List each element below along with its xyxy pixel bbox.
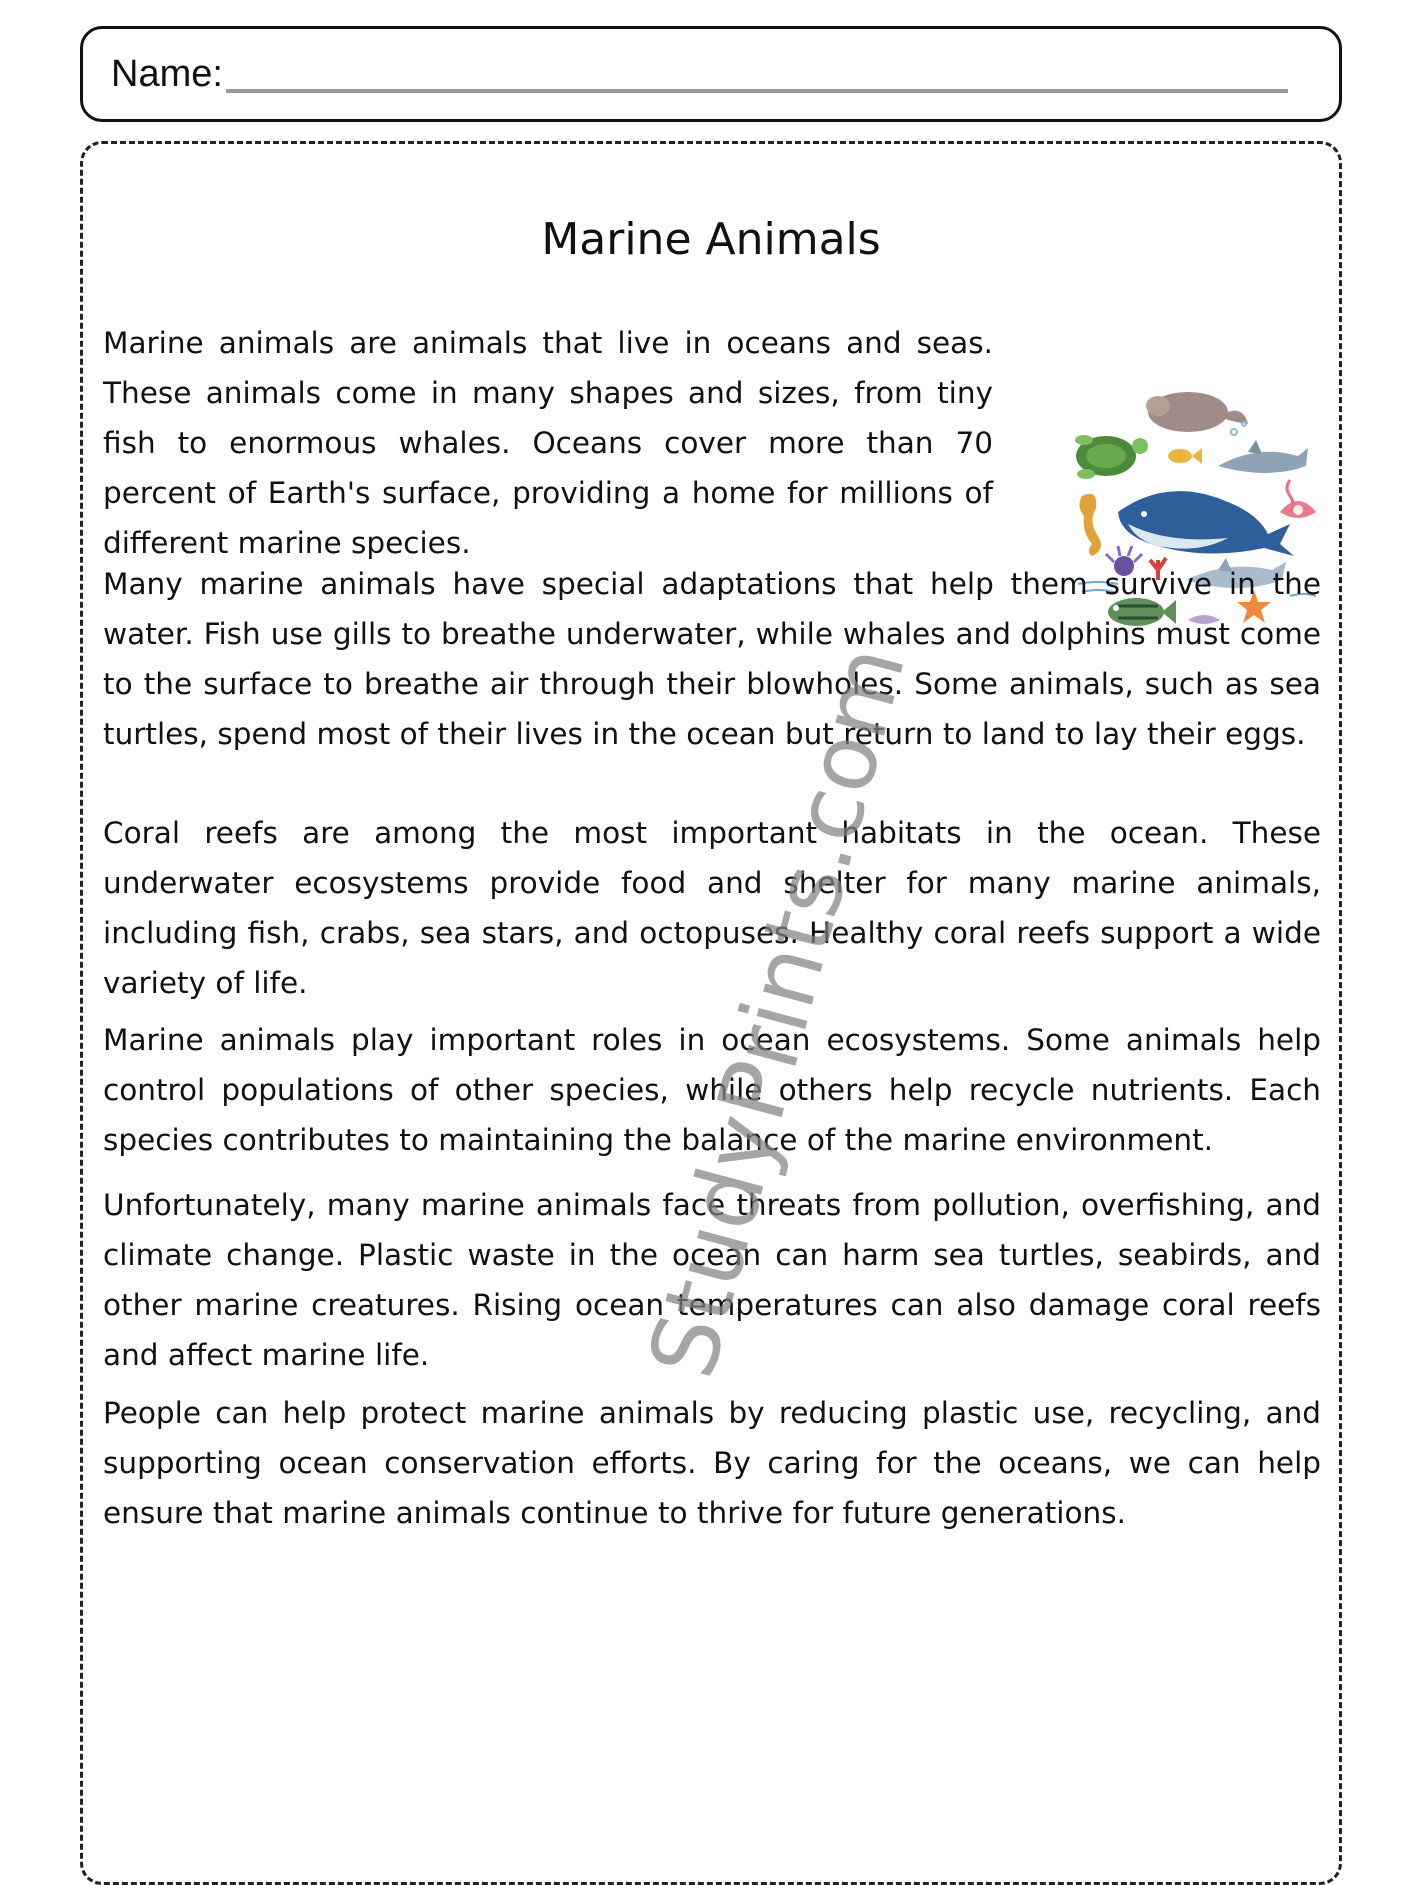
paragraph-intro: Marine animals are animals that live in oceans and seas. These animals come in many shapes and sizes, from tiny fish to enormous whales. Oceans cover more than 70 percent of Earth's surface, providing a home for millions of different marine species. xyxy=(103,326,993,560)
paragraph-threats: Unfortunately, many marine animals face threats from pollution, overfishing, and climate change. Plastic waste in the ocean can harm sea turtles, seabirds, and other marine creatures. Rising ocean temperatures can also damage coral reefs and affect marine life. xyxy=(103,1188,1321,1372)
whale-icon xyxy=(1118,491,1294,556)
shell-icon xyxy=(1280,501,1316,518)
paragraph-ecosystem-roles: Marine animals play important roles in ocean ecosystems. Some animals help control populations of other species, while others help recycle nutrients. Each species contributes to maintaining the balance of the marine environment. xyxy=(103,1023,1321,1157)
paragraph-protection: People can help protect marine animals by reducing plastic use, recycling, and supporting ocean conservation efforts. By caring for the oceans, we can help ensure that marine animals continue to thrive for future generations. xyxy=(103,1396,1321,1530)
watermark-text: StudyPrints.com xyxy=(628,635,927,1389)
name-input-line[interactable] xyxy=(226,89,1288,93)
paragraph-coral-reefs: Coral reefs are among the most important habitats in the ocean. These underwater ecosystems provide food and shelter for many marine animals, including fish, crabs, sea stars, and octopuses. Healthy coral reefs support a wide variety of life. xyxy=(103,816,1321,1000)
name-field-box xyxy=(80,26,1342,122)
sea-turtle-icon xyxy=(1075,435,1148,479)
worksheet-title: Marine Animals xyxy=(541,214,881,265)
paragraph-adaptations: Many marine animals have special adaptations that help them survive in the water. Fish use gills to breathe underwater, while whales and dolphins must come to the surface to breathe air through their blowholes. Some animals, such as sea turtles, spend most of their lives in the ocean but return to land to lay their eggs. xyxy=(103,567,1321,751)
name-label: Name: xyxy=(111,53,223,95)
fish-icon xyxy=(1168,449,1192,463)
reading-passage-box xyxy=(80,141,1342,1885)
seahorse-icon xyxy=(1079,494,1100,556)
shark-icon xyxy=(1218,440,1308,473)
